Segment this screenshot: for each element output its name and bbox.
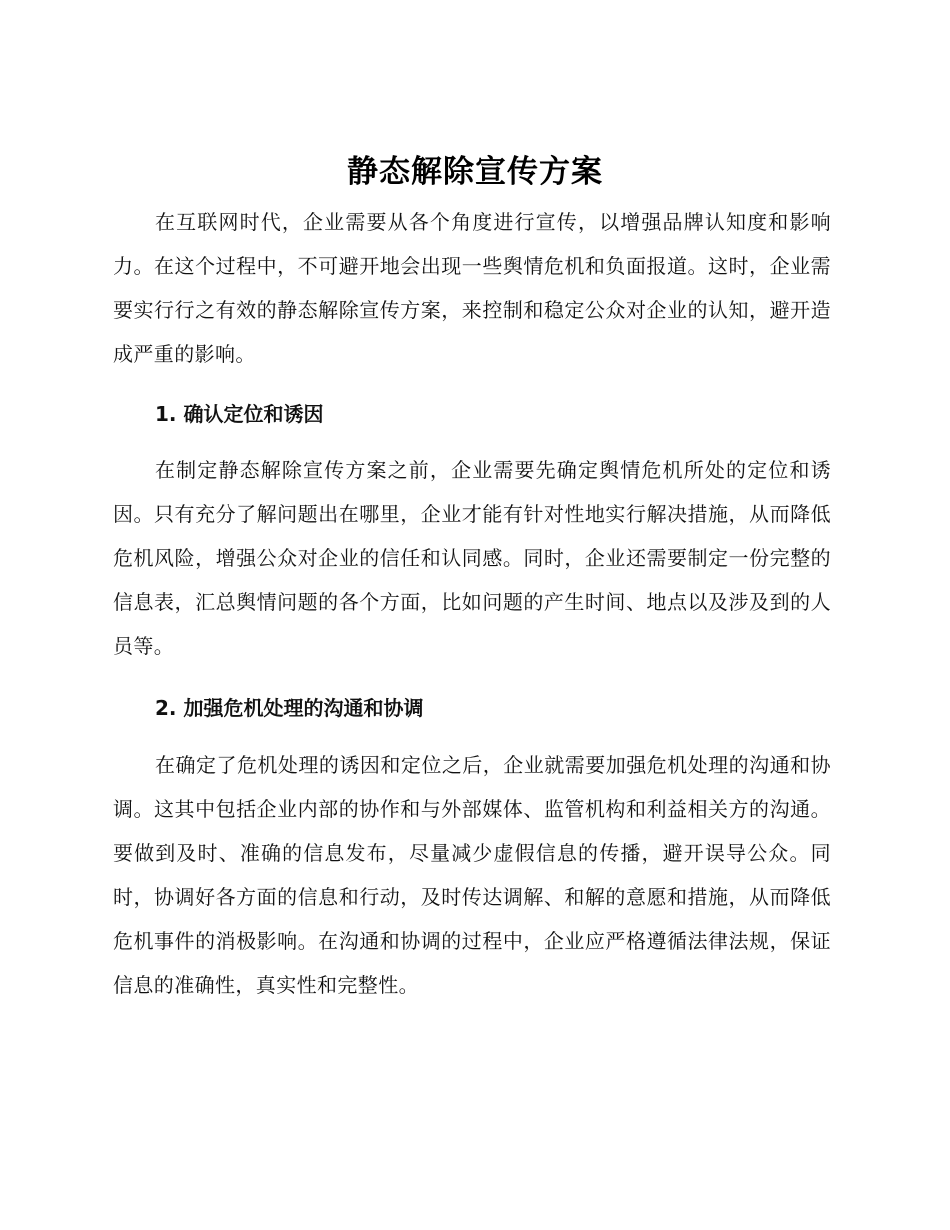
- section-2-paragraph: 在确定了危机处理的诱因和定位之后，企业就需要加强危机处理的沟通和协调。这其中包括企业内部的协作和与外部媒体、监管机构和利益相关方的沟通。要做到及时、准确的信息发布，尽量减少虚假信息的传播，避开误导公众。同时，协调好各方面的信息和行动，及时传达调解、和解的意愿和措施，从而降低危机事件的消极影响。在沟通和协调的过程中，企业应严格遵循法律法规，保证信息的准确性，真实性和完整性。: [113, 753, 831, 997]
- document-title: 静态解除宣传方案: [347, 154, 603, 190]
- section-heading-2: 2. 加强危机处理的沟通和协调: [155, 696, 424, 720]
- section-heading-1: 1. 确认定位和诱因: [155, 402, 324, 426]
- intro-paragraph: 在互联网时代，企业需要从各个角度进行宣传，以增强品牌认知度和影响力。在这个过程中，不可避开地会出现一些舆情危机和负面报道。这时，企业需要实行行之有效的静态解除宣传方案，来控制和稳定公众对企业的认知，避开造成严重的影响。: [113, 210, 831, 366]
- section-1-paragraph: 在制定静态解除宣传方案之前，企业需要先确定舆情危机所处的定位和诱因。只有充分了解问题出在哪里，企业才能有针对性地实行解决措施，从而降低危机风险，增强公众对企业的信任和认同感。同时，企业还需要制定一份完整的信息表，汇总舆情问题的各个方面，比如问题的产生时间、地点以及涉及到的人员等。: [113, 458, 831, 658]
